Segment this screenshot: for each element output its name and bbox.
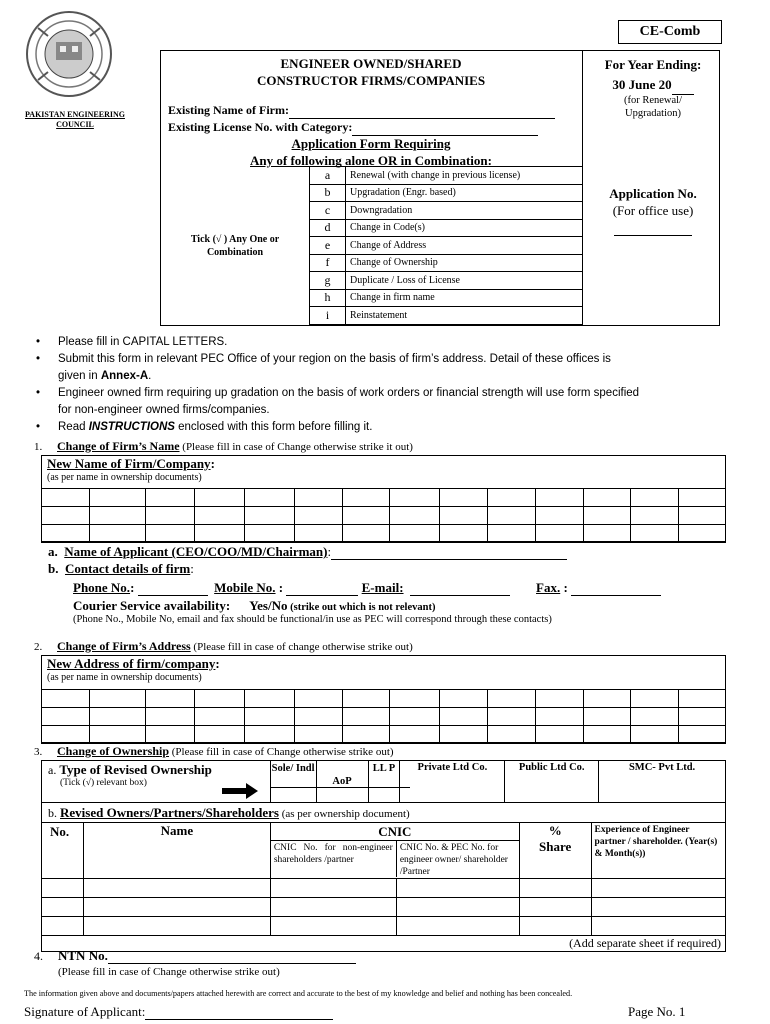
new-name-label: New Name of Firm/Company: (as per name in ownership documents): [47, 456, 215, 483]
instruction-item: • Submit this form in relevant PEC Office of your region on the basis of firm’s address. Detail of these offices is given in Annex-A.: [58, 351, 722, 385]
new-address-label: New Address of firm/company: (as per name in ownership documents): [47, 656, 220, 683]
courier-line: Courier Service availability: Yes/No (strike out which is not relevant): [73, 598, 436, 613]
phone-field[interactable]: [138, 595, 208, 596]
ownership-llp[interactable]: LL P: [368, 761, 400, 803]
section3-heading: 3. Change of Ownership (Please fill in case of Change otherwise strike out): [34, 744, 394, 758]
owners-heading: b. Revised Owners/Partners/Shareholders (as per ownership document): [48, 805, 410, 820]
category-row[interactable]: h Change in firm name: [310, 289, 583, 307]
ownership-divider: [270, 787, 410, 788]
existing-info: Existing Name of Firm: Existing License No. with Category:: [168, 102, 555, 136]
section4-heading: 4. NTN No.: [34, 948, 356, 964]
contact-line: Phone No.: Mobile No. : E-mail: Fax. :: [73, 580, 661, 596]
category-row[interactable]: d Change in Code(s): [310, 219, 583, 237]
instruction-item: • Please fill in CAPITAL LETTERS.: [58, 334, 722, 351]
mobile-field[interactable]: [286, 595, 358, 596]
owner-row[interactable]: [42, 917, 726, 936]
owner-row[interactable]: [42, 898, 726, 917]
owners-table: No. Name CNIC CNIC No. for non-engineer shareholders /partner CNIC No. & PEC No. for engineer owner/ shareholder /Partner % Share Experience of Engineer partner / shareholder. (Year(s) & Month(s)) (Add separate sheet if required): [41, 822, 726, 952]
year-ending: For Year Ending: 30 June 20: [588, 55, 718, 95]
instructions-list: [0, 334, 722, 436]
tick-instruction: Tick (√ ) Any One or Combination: [190, 234, 280, 258]
form-title: ENGINEER OWNED/SHARED CONSTRUCTOR FIRMS/COMPANIES: [256, 56, 486, 88]
page-number: Page No. 1: [628, 1004, 686, 1019]
declaration: The information given above and documents/papers attached herewith are correct and accurate to the best of my knowledge and belief and nothing has been concealed.: [24, 989, 573, 998]
form-code: CE-Comb: [618, 20, 722, 44]
category-row[interactable]: i Reinstatement: [310, 307, 583, 325]
category-table: [309, 166, 583, 325]
ownership-type-table: a. Type of Revised Ownership (Tick (√) relevant box) Sole/ Indl AoP LL P Private Ltd Co. Public Ltd Co. SMC- Pvt Ltd.: [41, 760, 726, 803]
category-row[interactable]: e Change of Address: [310, 237, 583, 255]
arrow-right-icon: [222, 783, 258, 802]
signature-line: Signature of Applicant:: [24, 1004, 333, 1020]
contact-note: (Phone No., Mobile No, email and fax should be functional/in use as PEC will correspond through these contacts): [73, 614, 552, 625]
category-row[interactable]: b Upgradation (Engr. based): [310, 184, 583, 202]
section1-heading: 1. Change of Firm’s Name (Please fill in case of Change otherwise strike it out): [34, 439, 413, 453]
ownership-private-ltd[interactable]: Private Ltd Co.: [400, 761, 505, 803]
ntn-field[interactable]: [108, 963, 356, 964]
instruction-item: • Read INSTRUCTIONS enclosed with this form before filling it.: [58, 419, 722, 436]
org-name: PAKISTAN ENGINEERING COUNCIL: [25, 110, 125, 129]
email-field[interactable]: [410, 595, 510, 596]
section2-heading: 2. Change of Firm’s Address (Please fill in case of change otherwise strike out): [34, 639, 413, 653]
pec-logo: [18, 8, 120, 103]
owner-row[interactable]: [42, 879, 726, 898]
ownership-public-ltd[interactable]: Public Ltd Co.: [505, 761, 599, 803]
category-row[interactable]: f Change of Ownership: [310, 254, 583, 272]
category-row[interactable]: a Renewal (with change in previous license): [310, 167, 583, 185]
ownership-smc[interactable]: SMC- Pvt Ltd.: [599, 761, 726, 803]
signature-field[interactable]: [145, 1019, 333, 1020]
ownership-aop[interactable]: AoP: [316, 761, 368, 803]
category-row[interactable]: g Duplicate / Loss of License: [310, 272, 583, 290]
applicant-section: a. Name of Applicant (CEO/COO/MD/Chairman): b. Contact details of firm:: [48, 543, 567, 577]
fax-field[interactable]: [571, 595, 661, 596]
renewal-note: (for Renewal/ Upgradation): [623, 95, 683, 119]
new-address-grid[interactable]: [41, 689, 726, 744]
ownership-sole[interactable]: Sole/ Indl: [270, 761, 316, 803]
ntn-note: (Please fill in case of Change otherwise strike out): [58, 966, 280, 978]
new-name-grid[interactable]: [41, 488, 726, 543]
category-row[interactable]: c Downgradation: [310, 202, 583, 220]
app-form-heading: Application Form Requiring Any of following alone OR in Combination:: [250, 136, 492, 168]
add-sheet-note: (Add separate sheet if required): [42, 936, 726, 952]
application-no: Application No. (For office use): [588, 185, 718, 236]
instruction-item: • Engineer owned firm requiring up gradation on the basis of work orders or financial strength will use form specified for non-engineer owned firms/companies.: [58, 385, 722, 419]
